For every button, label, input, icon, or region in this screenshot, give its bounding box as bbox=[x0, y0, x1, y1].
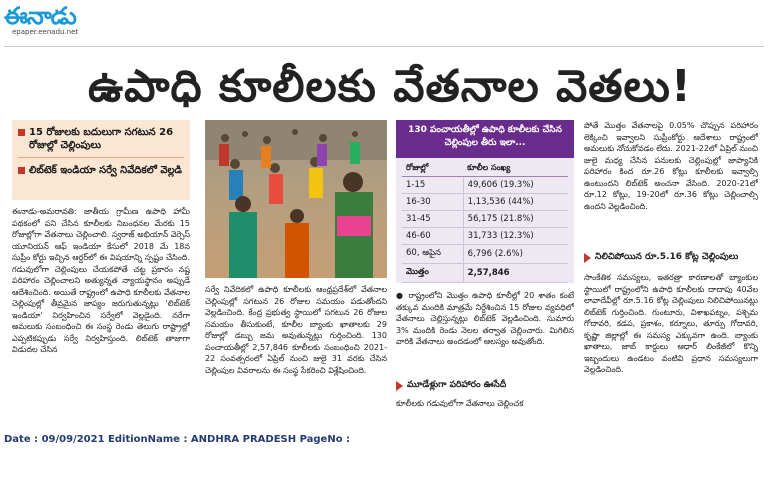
deck-item bbox=[18, 164, 184, 177]
table-cell: 2,57,846 bbox=[463, 264, 568, 283]
bullet-icon bbox=[18, 129, 25, 136]
site-url[interactable]: epaper.eenadu.net bbox=[12, 28, 79, 36]
table-header-row bbox=[402, 161, 568, 177]
table-row bbox=[402, 194, 568, 211]
bullet-icon bbox=[18, 167, 25, 174]
edition-footer: Date : 09/09/2021 EditionName : ANDHRA PRADESH PageNo : bbox=[4, 434, 351, 445]
table-row bbox=[402, 245, 568, 264]
article-column-1: ఈనాడు-అమరావతి: జాతీయ గ్రామీణ ఉపాధి హామీ పథకంలో పని చేసిన కూలీలకు నిబంధనల మేరకు 15 రోజుల్లోగా వేతనాలు చెల్లించాలి. స్వరాజ్ అభియాన్ వెర్సెస్ యూనియన్ ఆఫ్ ఇండియా కేసులో 2018 మే 18న సుప్రీం కోర్టు ఇచ్చిన ఆర్డర్‌లో ఈ విషయాన్ని స్పష్టం చేసింది. గడువులోగా చెల్లింపులు చేయకపోతే చట్ట ప్రకారం నష్ట పరిహారం చెల్లించాలని అత్యున్నత న్యాయస్థానం అప్పుడే ఆదేశించింది. అయితే రాష్ట్రంలో ఉపాధి కూలీలకు వేతనాల చెల్లింపుల్లో తీవ్రమైన జాప్యం జరుగుతున్నట్లు 'లిబ్‌టెక్ ఇండియా' నిర్వహించిన సర్వేలో వెల్లడైంది. నరేగా అమలుకు సంబంధించి ఈ సంస్థ రెండు తెలుగు రాష్ట్రాల్లో ఎప్పటికప్పుడు సర్వే నిర్వహిస్తుంది. లిబ్‌టెక్ తాజాగా విడుదల చేసిన bbox=[12, 207, 190, 354]
column-header: కూలీల సంఖ్య bbox=[463, 161, 568, 177]
table-cell: మొత్తం bbox=[402, 264, 463, 283]
masthead bbox=[0, 0, 768, 40]
subhead-text: నిలిచిపోయిన రూ.5.16 కోట్ల చెల్లింపులు bbox=[595, 252, 739, 262]
table-title: 130 పంచాయతీల్లో ఉపాధి కూలీలకు చేసిన చెల్లింపుల తీరు ఇలా... bbox=[396, 120, 574, 158]
table-row bbox=[402, 228, 568, 245]
deck-text: లిబ్‌టెక్ ఇండియా సర్వే నివేదికలో వెల్లడి bbox=[29, 165, 182, 176]
article-column-4: పోతే మొత్తం వేతనాలపై 0.05% చొప్పున పరిహారం లెక్కించి ఇవ్వాలని సుప్రీంకోర్టు ఆదేశాలు రాష్ట్రంలో అమలుకు నోచుకోవడం లేదు. 2021-22లో ఏప్రిల్ నుంచి జులై మధ్య చేసిన పనులకు చెల్లింపుల్లో జాప్యానికి పరిహారం కింద రూ.26 కోట్లు కూలీలకు ఇవ్వాల్సి ఉంటుందని లిబ్‌టెక్ అంచనా వేసింది. 2020-21లో రూ.12 కోట్లు, 19-20లో రూ.36 కోట్లు చెల్లించాల్సి ఉందని వెల్లడించింది. bbox=[584, 121, 758, 211]
table-cell: 49,606 (19.3%) bbox=[463, 177, 568, 194]
arrow-icon bbox=[584, 253, 591, 263]
table-cell: 1,13,536 (44%) bbox=[463, 194, 568, 211]
workers-photo bbox=[205, 120, 387, 278]
article-column-3: ● రాష్ట్రంలోని మొత్తం ఉపాధి కూలీల్లో 20 శాతం కంటే తక్కువ మందికి మాత్రమే నిర్దేశించిన 15 రోజుల వ్యవధిలో వేతనాలు చెల్లిస్తున్నట్లు లిబ్‌టెక్ వెల్లడించింది. సుమారు 3% మందికి రెండు నెలల తర్వాత చెల్లించారు. మిగిలిన వారికి వేతనాలు అందడంలో ఆలస్యం అవుతోంది. bbox=[396, 291, 574, 346]
headline: ఉపాధి కూలీలకు వేతనాల వెతలు! bbox=[88, 61, 692, 112]
column-header: రోజుల్లో bbox=[402, 161, 463, 177]
subhead-pending-payments bbox=[584, 252, 758, 264]
subhead-compensation bbox=[396, 380, 574, 392]
workers-photo-illustration bbox=[205, 120, 387, 278]
table-cell: 56,175 (21.8%) bbox=[463, 211, 568, 228]
table-total-row bbox=[402, 264, 568, 283]
article-column-3-continued: కూలీలకు గడువులోగా వేతనాలు చెల్లించక bbox=[396, 399, 524, 408]
deck-box bbox=[12, 120, 190, 200]
divider bbox=[18, 157, 184, 158]
table-cell: 6,796 (2.6%) bbox=[463, 245, 568, 264]
subhead-text: మూడేళ్లుగా పరిహారం ఊసేదీ bbox=[407, 380, 507, 390]
arrow-icon bbox=[396, 381, 403, 391]
article-column-2: సర్వే నివేదికలో ఉపాధి కూలీలకు ఆంధ్రప్రదేశ్‌లో వేతనాల చెల్లింపుల్లో సగటున 26 రోజుల సమయం పడుతోందని వెల్లడించింది. కేంద్ర ప్రభుత్వ స్థాయిలో సగటున 26 రోజుల సమయం తీసుకుంటే, కూలీల బ్యాంకు ఖాతాలకు 29 రోజుల్లో డబ్బు జమ అవుతున్నట్లు గుర్తించింది. 130 పంచాయతీల్లో 2,57,846 కూలీలకు సంబంధించి 2021-22 సంవత్సరంలో ఏప్రిల్ నుంచి జులై 31 వరకు చేసిన చెల్లింపుల వివరాలను ఈ సంస్థ సేకరించి విశ్లేషించింది. bbox=[205, 285, 387, 375]
table-cell: 46-60 bbox=[402, 228, 463, 245]
table-cell: 1-15 bbox=[402, 177, 463, 194]
deck-item bbox=[18, 126, 184, 152]
table-cell: 31,733 (12.3%) bbox=[463, 228, 568, 245]
table-cell: 60, ఆపైన bbox=[402, 245, 463, 264]
deck-text: 15 రోజులకు బదులుగా సగటున 26 రోజుల్లో చెల్లింపులు bbox=[29, 127, 174, 151]
table-row bbox=[402, 177, 568, 194]
table-cell: 31-45 bbox=[402, 211, 463, 228]
eenadu-logo[interactable]: ఈనాడు bbox=[4, 2, 76, 30]
table-row bbox=[402, 211, 568, 228]
article-column-4-continued: సాంకేతిక సమస్యలు, ఇతరత్రా కారణాలతో బ్యాంకుల స్థాయిలో రాష్ట్రంలోని ఉపాధి కూలీలకు దాదాపు 40వేల లావాదేవీల్లో రూ.5.16 కోట్ల చెల్లింపులు నిలిచిపోయినట్లు లిబ్‌టెక్ గుర్తించింది. గుంటూరు, విశాఖపట్నం, పశ్చిమ గోదావరి, కడప, ప్రకాశం, కర్నూలు, తూర్పు గోదావరి, కృష్ణా జిల్లాల్లో ఈ సమస్య ఎక్కువగా ఉంది. బ్యాంకు ఖాతాలు, జాబ్ కార్డులు ఆధార్ లింకేజీలో కొన్ని ఇబ్బందులు ఉండటం వంటివి ప్రధాన సమస్యలుగా వెల్లడించింది. bbox=[584, 273, 758, 374]
data-table bbox=[402, 161, 568, 283]
table-cell: 16-30 bbox=[402, 194, 463, 211]
payment-delay-table bbox=[396, 120, 574, 283]
